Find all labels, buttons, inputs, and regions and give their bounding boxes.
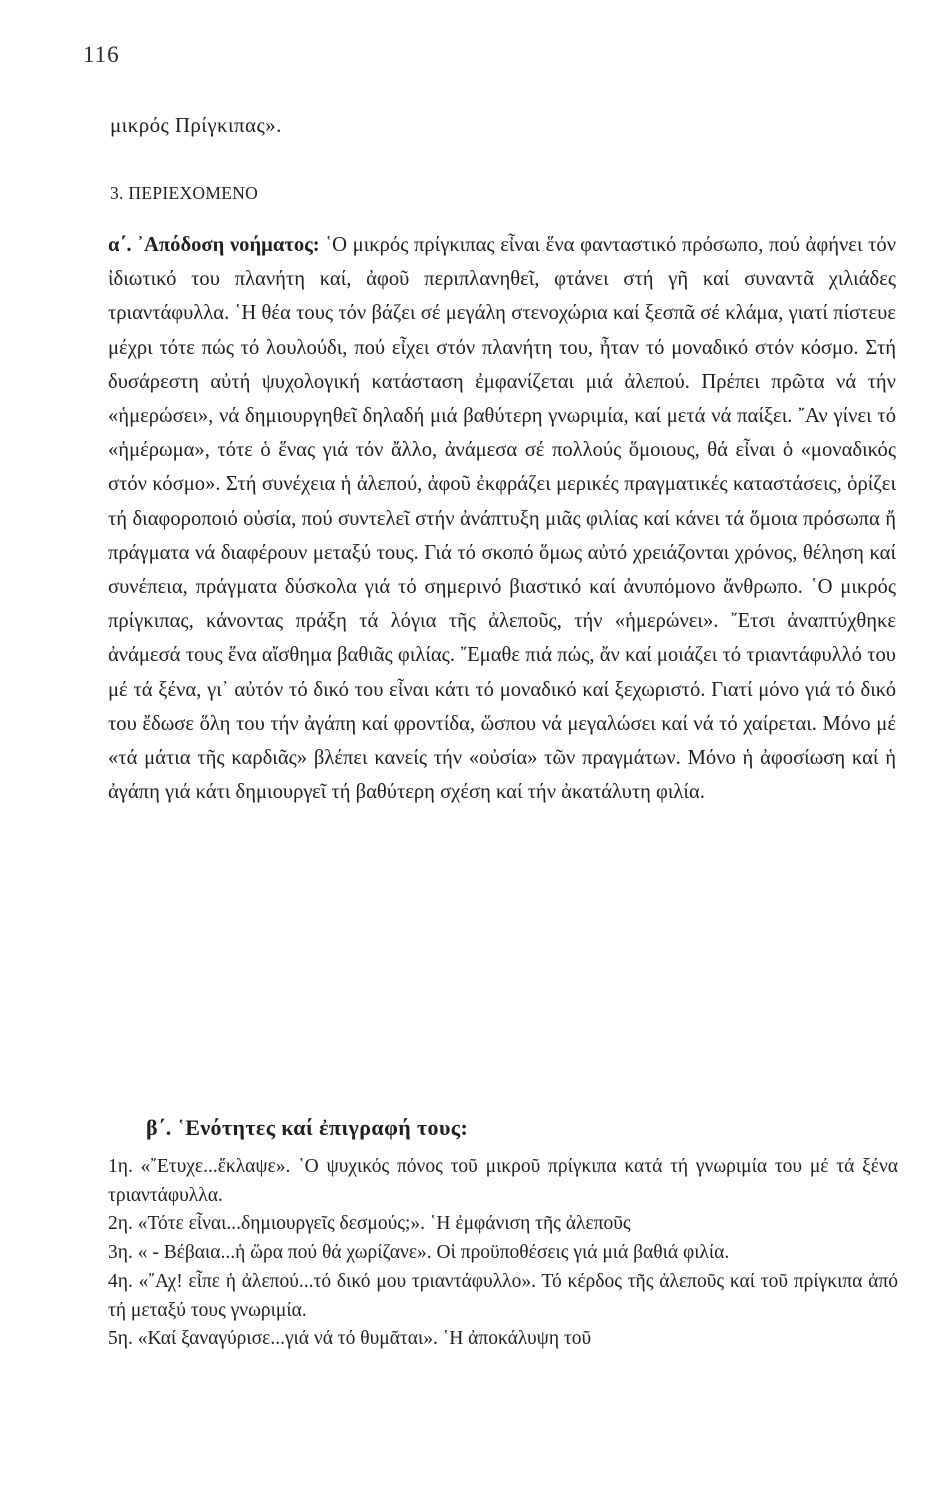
unit-item: 1η. «῎Ετυχε...ἔκλαψε». ῾Ο ψυχικός πόνος τοῦ μικροῦ πρίγκιπα κατά τή γνωριμία του μέ τά ξένα τριαντάφυλλα. [108, 1156, 898, 1206]
unit-item: 4η. «῎Αχ! εἶπε ἡ ἀλεπού...τό δικό μου τριαντάφυλλο». Τό κέρδος τῆς ἀλεποῦς καί τοῦ πρίγκιπα ἀπό τή μεταξύ τους γνωριμία. [108, 1270, 898, 1321]
unit-item: 3η. « - Βέβαια...ἡ ὥρα πού θά χωρίζανε». Οἱ προϋποθέσεις γιά μιά βαθιά φιλία. [108, 1242, 730, 1264]
page-number: 116 [83, 42, 120, 67]
paragraph-meaning-heading: α΄. ᾿Απόδοση νοήματος: [108, 234, 320, 256]
section-heading: 3. ΠΕΡΙΕΧΟΜΕΝΟ [110, 183, 259, 203]
paragraph-meaning-text: ῾Ο μικρός πρίγκιπας εἶναι ἕνα φανταστικό πρόσωπο, πού ἀφήνει τόν ἰδιωτικό του πλανήτη καί, ἀφοῦ περιπλανηθεῖ, φτάνει στή γῆ καί συναντᾶ χιλιάδες τριαντάφυλλα. ῾Η θέα τους τόν βάζει σέ μεγάλη στενοχώρια καί ξεσπᾶ σέ κλάμα, γιατί πίστευε μέχρι τότε πώς τό λουλούδι, πού εἶχει στόν πλανήτη του, ἦταν τό μοναδικό στόν κόσμο. Στή δυσάρεστη αὐτή ψυχολογική κατάσταση ἐμφανίζεται μιά ἀλεπού. Πρέπει πρῶτα νά τήν «ἡμερώσει», νά δημιουργηθεῖ δηλαδή μιά βαθύτερη γνωριμία, καί μετά νά παίξει. ῎Αν γίνει τό «ἡμέρωμα», τότε ὁ ἕνας γιά τόν ἄλλο, ἀνάμεσα σέ πολλούς ὅμοιους, θά εἶναι ὁ «μοναδικός στόν κόσμο». Στή συνέχεια ἡ ἀλεπού, ἀφοῦ ἐκφράζει μερικές πραγματικές καταστάσεις, ὁρίζει τή διαφοροποιό οὐσία, πού συντελεῖ στήν ἀνάπτυξη μιᾶς φιλίας καί κάνει τά ὅμοια πρόσωπα ἤ πράγματα νά διαφέρουν μεταξύ τους. Γιά τό σκοπό ὅμως αὐτό χρειάζονται χρόνος, θέληση καί συνέπεια, πράγματα δύσκολα γιά τό σημερινό βιαστικό καί ἀνυπόμονο ἄνθρωπο. ῾Ο μικρός πρίγκιπας, κάνοντας πράξη τά λόγια τῆς ἀλεποῦς, τήν «ἡμερώνει». ῎Ετσι ἀναπτύχθηκε ἀνάμεσά τους ἕνα αἴσθημα βαθιᾶς φιλίας. ῎Εμαθε πιά πώς, ἄν καί μοιάζει τό τριαντάφυλλό του μέ τά ξένα, γι᾿ αὐτόν τό δικό του εἶναι κάτι τό μοναδικό καί ξεχωριστό. Γιατί μόνο γιά τό δικό του ἔδωσε ὅλη του τήν ἀγάπη καί φροντίδα, ὥσπου νά μεγαλώσει καί νά τό χαίρεται. Μόνο μέ «τά μάτια τῆς καρδιᾶς» βλέπει κανείς τήν «οὐσία» τῶν πραγμάτων. Μόνο ἡ ἀφοσίωση καί ἡ ἀγάπη γιά κάτι δημιουργεῖ τή βαθύτερη σχέση καί τήν ἀκατάλυτη φιλία. [108, 234, 897, 804]
paragraph-meaning [108, 228, 896, 809]
unit-item: 5η. «Καί ξαναγύρισε...γιά νά τό θυμᾶται». ῾Η ἀποκάλυψη τοῦ [108, 1328, 592, 1350]
units-heading: β΄. ῾Ενότητες καί ἐπιγραφή τους: [146, 1115, 469, 1140]
unit-item: 2η. «Τότε εἶναι...δημιουργεῖς δεσμούς;». ῾Η ἐμφάνιση τῆς ἀλεποῦς [108, 1213, 631, 1235]
carried-over-line: μικρός Πρίγκιπας». [110, 113, 282, 137]
units-list [108, 1153, 898, 1354]
